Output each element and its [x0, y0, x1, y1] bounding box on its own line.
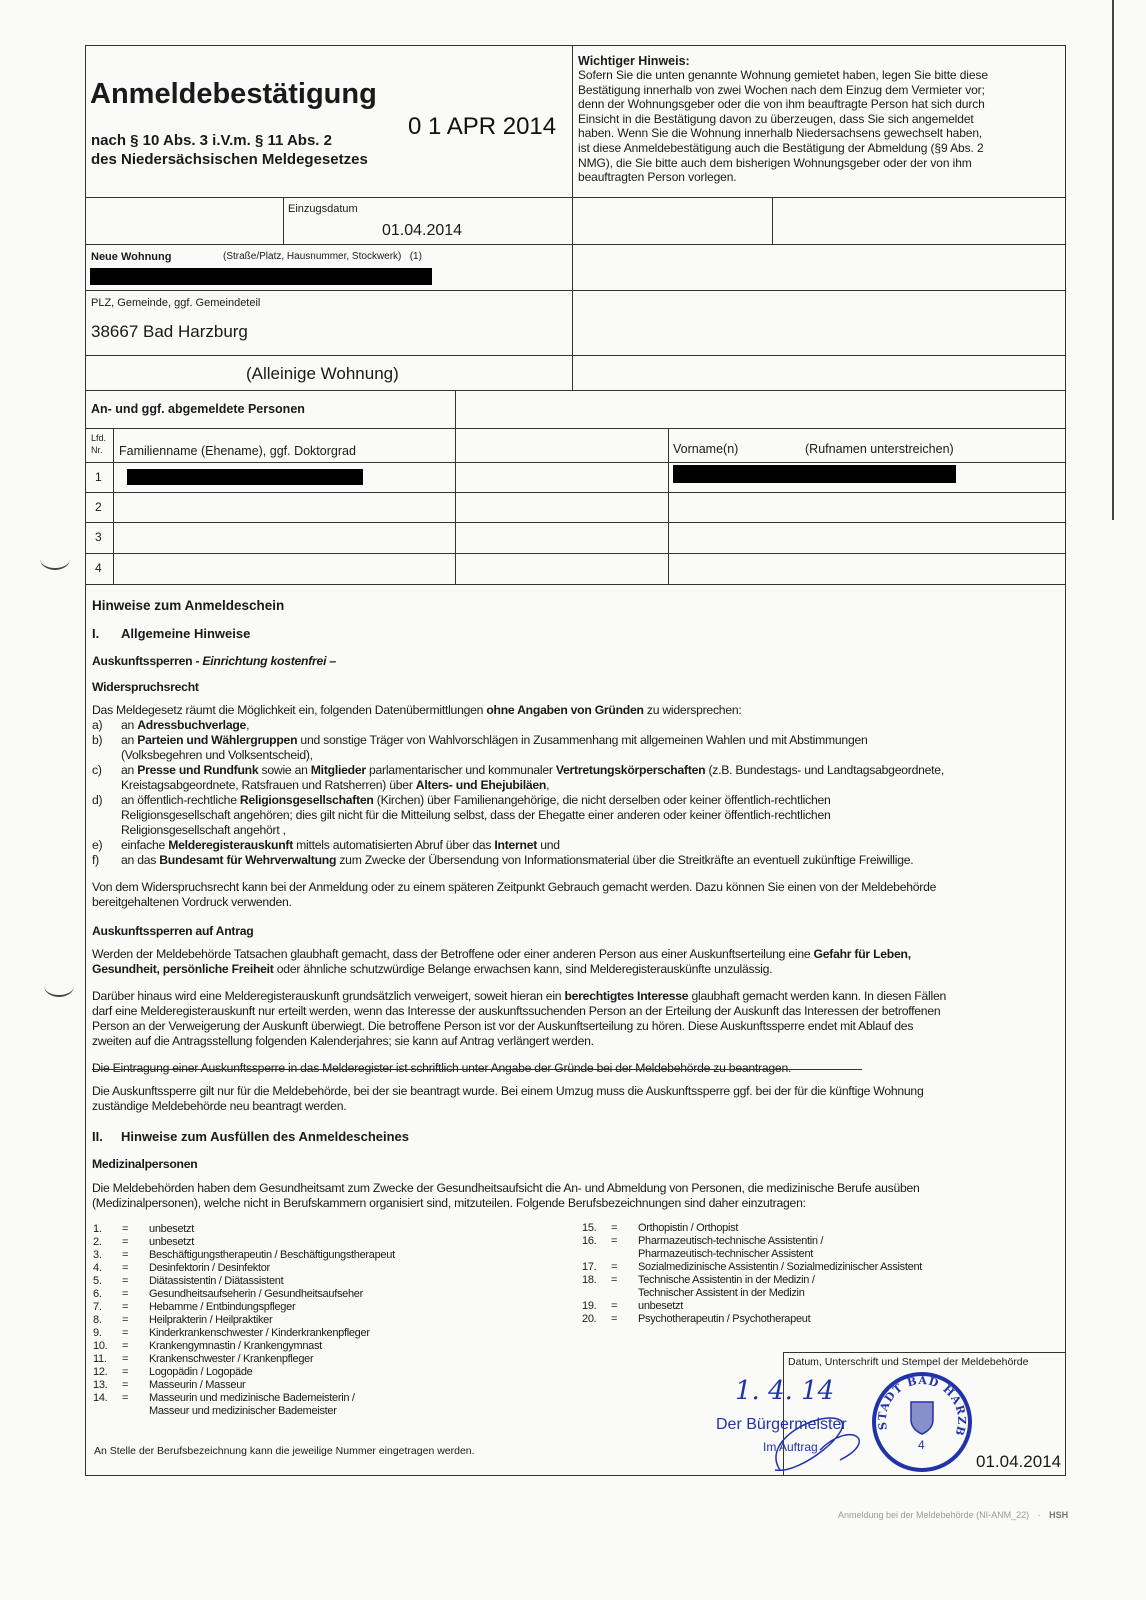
text-line — [92, 853, 1052, 868]
profession-number: 5. — [93, 1275, 102, 1287]
text-line — [92, 748, 1052, 763]
objection-item — [92, 793, 1052, 838]
redacted-address — [90, 268, 432, 285]
text-run: oder ähnliche schutzwürdige Belange erwachsen kann, sind Melderegisterauskünfte unzulässig. — [273, 962, 773, 976]
paragraph-eintragung: Die Eintragung einer Auskunftssperre in das Melderegister ist schriftlich unter Angabe der Gründe bei der Meldebehörde zu beantragen. — [92, 1061, 792, 1075]
punch-hole-mark — [40, 548, 70, 570]
text-line: Sofern Sie die unten genannte Wohnung gemietet haben, legen Sie bitte diese — [578, 68, 988, 82]
profession-label: Masseur und medizinischer Bademeister — [149, 1405, 337, 1417]
text-line — [92, 718, 1052, 733]
row-number: 1 — [95, 470, 102, 484]
text-line: ist diese Anmeldebestätigung auch die Bestätigung der Abmeldung (§9 Abs. 2 — [578, 140, 984, 155]
page-title: Anmeldebestätigung — [90, 78, 377, 110]
objection-item — [92, 718, 1052, 733]
text-run: sowie an — [258, 763, 311, 777]
equals-sign: = — [122, 1301, 129, 1313]
residence-type-field[interactable] — [85, 355, 573, 391]
text-run: Gefahr für Leben, — [813, 947, 911, 961]
person-cell[interactable] — [668, 492, 1066, 523]
person-cell[interactable] — [113, 492, 456, 523]
footer-brand: HSH — [1049, 1510, 1069, 1520]
text-line — [92, 1019, 946, 1034]
text-line — [92, 962, 911, 977]
col-nr-label: Lfd. — [91, 433, 107, 443]
footer-sep: · — [1037, 1510, 1041, 1520]
paragraph-werden — [92, 947, 911, 977]
equals-sign: = — [122, 1288, 129, 1300]
text-line — [92, 733, 1052, 748]
profession-label: Masseurin und medizinische Bademeisterin / — [149, 1392, 355, 1404]
text-run: Kreistagsabgeordnete, Ratsfrauen und Ratsherren) über — [121, 778, 416, 792]
objection-item — [92, 763, 1052, 793]
text-run: Religionsgesellschaft angehört , — [121, 823, 286, 837]
profession-number: 18. — [582, 1274, 597, 1286]
profession-number: 17. — [582, 1261, 597, 1273]
col-header-empty — [455, 428, 669, 463]
text-run: an das — [121, 853, 160, 867]
text-run: , — [246, 718, 250, 732]
profession-number: 10. — [93, 1340, 108, 1352]
profession-label: Psychotherapeutin / Psychotherapeut — [638, 1313, 811, 1325]
profession-label: Orthopistin / Orthopist — [638, 1222, 739, 1234]
text-line: Von dem Widerspruchsrecht kann bei der Anmeldung oder zu einem späteren Zeitpunkt Gebrauch gemacht werden. Dazu können Sie einen von der Meldebehörde — [92, 880, 937, 894]
new-residence-hint: (Straße/Platz, Hausnummer, Stockwerk) (1) — [223, 251, 422, 262]
text-run: Das Meldegesetz räumt die Möglichkeit ein, folgenden Datenübermittlungen — [92, 703, 487, 717]
text-run: Werden der Meldebehörde Tatsachen glaubhaft gemacht, dass der Betroffene oder einer anderen Person aus einer Auskunftserteilung eine — [92, 947, 814, 961]
text-line: Einsicht in die Bestätigung davon zu überzeugen, dass Sie sich angemeldet — [578, 111, 974, 126]
legal-basis-2: des Niedersächsischen Meldegesetzes — [91, 151, 368, 168]
svg-text:STADT BAD HARZBURG: STADT BAD HARZB — [876, 1376, 968, 1438]
profession-label: Pharmazeutisch-technische Assistentin / — [638, 1235, 824, 1247]
notice-text — [578, 68, 1060, 185]
equals-sign: = — [611, 1222, 618, 1234]
objection-item — [92, 838, 1052, 853]
text-run: zu widersprechen: — [643, 703, 742, 717]
plz-field[interactable] — [85, 290, 573, 356]
text-run: Person an der Verweigerung der Auskunft überwiegt. Die betroffene Person ist vor der Auskunftserteilung zu hören. Diese Auskunftssperre endet mit Ablauf des — [92, 1019, 914, 1033]
plz-value: 38667 Bad Harzburg — [91, 322, 248, 341]
equals-sign: = — [122, 1314, 129, 1326]
text-run: Adressbuchverlage — [137, 718, 247, 732]
profession-number: 4. — [93, 1262, 102, 1274]
profession-number: 7. — [93, 1301, 102, 1313]
row-number-cell — [85, 553, 114, 585]
text-run: glaubhaft gemacht werden kann. In diesen Fällen — [688, 989, 946, 1003]
profession-label: Gesundheitsaufseherin / Gesundheitsaufseher — [149, 1288, 363, 1300]
empty-cell — [572, 197, 773, 245]
text-line — [92, 989, 946, 1004]
equals-sign: = — [611, 1261, 618, 1273]
text-run: an — [121, 733, 138, 747]
paragraph-medizinal — [92, 1181, 920, 1211]
person-cell[interactable] — [113, 553, 456, 585]
col-nr-label: Nr. — [91, 445, 103, 455]
profession-label: unbesetzt — [638, 1300, 684, 1312]
equals-sign: = — [611, 1274, 618, 1286]
col-header-surname — [113, 428, 456, 463]
text-run: Parteien und Wählergruppen — [137, 733, 298, 747]
text-run: einfache — [121, 838, 169, 852]
item-key: f) — [92, 853, 99, 867]
form-id: Anmeldung bei der Meldebehörde (NI-ANM_22) — [838, 1510, 1030, 1520]
sub-widerspruchsrecht: Widerspruchsrecht — [92, 680, 199, 694]
text-run: , — [546, 778, 550, 792]
text-run: zum Zwecke der Übersendung von Informationsmaterial über die Streitkräfte an eventuell zukünftige Freiwillige. — [336, 853, 914, 867]
profession-label: unbesetzt — [149, 1236, 195, 1248]
signature-label: Datum, Unterschrift und Stempel der Meldebehörde — [788, 1356, 1029, 1368]
col-firstname-label: Vorname(n) — [673, 442, 739, 456]
profession-label: Krankengymnastin / Krankengymnast — [149, 1340, 322, 1352]
text-run: und sonstige Träger von Wahlvorschlägen in Zusammenhang mit allgemeinen Wahlen und mit Abstimmungen — [297, 733, 868, 747]
sub-auskunftssperren — [92, 654, 336, 669]
paragraph-widerspruch — [92, 880, 936, 910]
profession-label: Beschäftigungstherapeutin / Beschäftigungstherapeut — [149, 1249, 395, 1261]
text-line: (Medizinalpersonen), welche nicht in Berufskammern organisiert sind, mitzuteilen. Folgende Berufsbezeichnungen sind daher einzutragen: — [92, 1196, 806, 1210]
person-cell[interactable] — [455, 553, 669, 585]
objection-item — [92, 853, 1052, 868]
text-line: Bestätigung innerhalb von zwei Wochen nach dem Einzug dem Vermieter vor; — [578, 82, 985, 97]
move-in-value: 01.04.2014 — [382, 222, 463, 239]
equals-sign: = — [122, 1353, 129, 1365]
profession-number: 6. — [93, 1288, 102, 1300]
redacted-surname — [127, 469, 363, 485]
plz-label: PLZ, Gemeinde, ggf. Gemeindeteil — [91, 297, 261, 309]
punch-hole-mark — [44, 975, 74, 997]
intro-paragraph — [92, 703, 742, 718]
col-surname-label: Familienname (Ehename), ggf. Doktorgrad — [119, 444, 356, 458]
persons-header — [85, 390, 456, 429]
text-run: zweiten auf die Antragsstellung folgenden Kalenderjahres; sie kann auf Antrag verlängert werden. — [92, 1034, 594, 1048]
profession-label: Pharmazeutisch-technischer Assistent — [638, 1248, 814, 1260]
text-run: Mitglieder — [310, 763, 366, 777]
profession-label: Technische Assistentin in der Medizin / — [638, 1274, 815, 1286]
text-line: haben. Wenn Sie die Wohnung innerhalb Niedersachsens gewechselt haben, — [578, 126, 983, 141]
move-in-date-field[interactable] — [283, 197, 573, 245]
text-run: darf eine Melderegisterauskunft nur erteilt werden, wenn das Interesse der auskunftssuchenden Person an der Erteilung der Auskunft das Interessen der betroffenen — [92, 1004, 941, 1018]
empty-cell — [572, 244, 1066, 291]
official-seal — [872, 1372, 972, 1472]
equals-sign: = — [122, 1392, 129, 1404]
text-run: und — [537, 838, 560, 852]
text-line — [92, 793, 1052, 808]
text-line: bereitgehaltenen Vordruck verwenden. — [92, 895, 292, 909]
objection-item — [92, 733, 1052, 763]
empty-cell — [85, 197, 284, 245]
equals-sign: = — [122, 1379, 129, 1391]
equals-sign: = — [122, 1327, 129, 1339]
text-line — [92, 763, 1052, 778]
profession-label: Diätassistentin / Diätassistent — [149, 1275, 284, 1287]
notice-box — [572, 45, 1066, 198]
equals-sign: = — [122, 1223, 129, 1235]
text-line — [92, 1004, 946, 1019]
persons-label: An- und ggf. abgemeldete Personen — [91, 402, 305, 416]
equals-sign: = — [611, 1300, 618, 1312]
row-number: 4 — [95, 561, 102, 575]
profession-number: 2. — [93, 1236, 102, 1248]
row-number: 2 — [95, 500, 102, 514]
section-2-number: II. — [92, 1129, 103, 1144]
seal-number: 4 — [918, 1438, 925, 1452]
person-cell[interactable] — [113, 522, 456, 554]
text-line — [92, 947, 911, 962]
equals-sign: = — [611, 1313, 618, 1325]
profession-label: Hebamme / Entbindungspfleger — [149, 1301, 296, 1313]
section-2-title: Hinweise zum Ausfüllen des Anmeldescheines — [121, 1129, 410, 1144]
profession-label: Masseurin / Masseur — [149, 1379, 246, 1391]
text-run: Presse und Rundfunk — [137, 763, 259, 777]
equals-sign: = — [122, 1340, 129, 1352]
text-line: zuständige Meldebehörde neu beantragt werden. — [92, 1099, 347, 1113]
paragraph-gilt — [92, 1084, 923, 1114]
text-line — [92, 808, 1052, 823]
text-run: an — [121, 718, 138, 732]
text-line: beauftragten Person vorlegen. — [578, 170, 737, 185]
signature-date: 01.04.2014 — [976, 1452, 1062, 1471]
profession-number: 1. — [93, 1223, 102, 1235]
on-behalf: Im Auftrag — [763, 1440, 818, 1454]
sub-label-note: - Einrichtung kostenfrei – — [192, 654, 336, 668]
person-cell[interactable] — [455, 522, 669, 554]
section-1-number: I. — [92, 626, 100, 641]
text-line — [92, 778, 1052, 793]
move-in-label: Einzugsdatum — [288, 203, 358, 215]
text-run: Gesundheit, persönliche Freiheit — [92, 962, 274, 976]
equals-sign: = — [122, 1366, 129, 1378]
equals-sign: = — [122, 1236, 129, 1248]
item-key: d) — [92, 793, 103, 807]
item-key: b) — [92, 733, 103, 747]
signature-scribble — [760, 1400, 880, 1480]
paragraph-darueber — [92, 989, 946, 1049]
profession-label: unbesetzt — [149, 1223, 195, 1235]
text-run: Internet — [494, 838, 538, 852]
equals-sign: = — [611, 1235, 618, 1247]
sub-medizinalpersonen: Medizinalpersonen — [92, 1157, 198, 1171]
empty-cell — [572, 355, 1066, 391]
legal-basis: nach § 10 Abs. 3 i.V.m. § 11 Abs. 2 — [91, 132, 332, 149]
col-header-nr — [85, 428, 114, 463]
notice-heading: Wichtiger Hinweis: — [578, 54, 690, 68]
person-cell[interactable] — [668, 522, 1066, 554]
sub-label: Auskunftssperren — [92, 654, 193, 668]
profession-label: Logopädin / Logopäde — [149, 1366, 253, 1378]
footnote: An Stelle der Berufsbezeichnung kann die jeweilige Nummer eingetragen werden. — [94, 1445, 475, 1457]
text-line — [92, 1034, 946, 1049]
row-number-cell — [85, 492, 114, 523]
profession-number: 3. — [93, 1249, 102, 1261]
text-line — [92, 823, 1052, 838]
equals-sign: = — [122, 1262, 129, 1274]
item-key: a) — [92, 718, 103, 732]
text-run: (z.B. Bundestags- und Landtagsabgeordnete, — [705, 763, 944, 777]
info-title: Hinweise zum Anmeldeschein — [92, 598, 285, 613]
text-run: Vertretungskörperschaften — [555, 763, 706, 777]
text-run: (Volksbegehren und Volksentscheid), — [121, 748, 313, 762]
profession-number: 14. — [93, 1392, 108, 1404]
professions-right — [582, 1222, 1042, 1342]
text-run: Religionsgesellschaft angehören; dies gilt nicht für die Mitteilung selbst, dass der Ehegatte einer anderen oder keiner öffentlich-rechtlichen — [121, 808, 831, 822]
redacted-firstname — [673, 465, 956, 483]
received-stamp: 0 1 APR 2014 — [408, 113, 557, 140]
profession-number: 9. — [93, 1327, 102, 1339]
row-number-cell — [85, 522, 114, 554]
profession-label: Desinfektorin / Desinfektor — [149, 1262, 270, 1274]
text-line: NMG), die Sie bitte auch dem bisherigen Wohnungsgeber oder der von ihm — [578, 155, 972, 170]
text-run: Darüber hinaus wird eine Melderegisterauskunft grundsätzlich verweigert, soweit hieran ein — [92, 989, 565, 1003]
seal-graphic — [876, 1376, 968, 1468]
profession-label: Krankenschwester / Krankenpfleger — [149, 1353, 314, 1365]
paper-edge — [1112, 0, 1114, 520]
text-line: Die Auskunftssperre gilt nur für die Meldebehörde, bei der sie beantragt wurde. Bei einem Umzug muss die Auskunftssperre ggf. bei der für die künftige Wohnung — [92, 1084, 924, 1098]
strike-line — [92, 1069, 862, 1070]
text-line — [92, 838, 1052, 853]
row-number: 3 — [95, 530, 102, 544]
mayor-title: Der Bürgermeister — [716, 1416, 847, 1433]
profession-number: 12. — [93, 1366, 108, 1378]
text-run: parlamentarischer und kommunaler — [365, 763, 556, 777]
col-firstname-hint: (Rufnamen unterstreichen) — [805, 442, 954, 456]
text-run: Religionsgesellschaften — [239, 793, 374, 807]
text-run: berechtigtes Interesse — [564, 989, 689, 1003]
profession-label: Heilprakterin / Heilpraktiker — [149, 1314, 273, 1326]
text-line: Die Meldebehörden haben dem Gesundheitsamt zum Zwecke der Gesundheitsaufsicht die An- und Abmeldung von Personen, die medizinische Berufe ausüben — [92, 1181, 920, 1195]
person-cell[interactable] — [668, 553, 1066, 585]
col-header-firstname — [668, 428, 1066, 463]
profession-number: 11. — [93, 1353, 107, 1365]
person-cell[interactable] — [455, 492, 669, 523]
profession-number: 15. — [582, 1222, 597, 1234]
section-1-title: Allgemeine Hinweise — [121, 626, 251, 641]
profession-label: Technischer Assistent in der Medizin — [638, 1287, 805, 1299]
profession-number: 8. — [93, 1314, 102, 1326]
text-line: denn der Wohnungsgeber oder die von ihm beauftragte Person hat sich durch — [578, 97, 985, 112]
text-run: an öffentlich-rechtliche — [121, 793, 240, 807]
text-run: (Kirchen) über Familienangehörige, die nicht derselben oder keiner öffentlich-rechtlichen — [373, 793, 831, 807]
text-run: mittels automatisierten Abruf über das — [293, 838, 495, 852]
equals-sign: = — [122, 1249, 129, 1261]
text-run: an — [121, 763, 138, 777]
objection-list — [92, 718, 1052, 868]
empty-cell — [572, 290, 1066, 356]
profession-number: 16. — [582, 1235, 597, 1247]
new-residence-label: Neue Wohnung — [91, 251, 172, 263]
row-number-cell — [85, 462, 114, 493]
person-cell[interactable] — [455, 462, 669, 493]
text-run: Bundesamt für Wehrverwaltung — [159, 853, 337, 867]
text-run: Alters- und Ehejubiläen — [415, 778, 547, 792]
profession-number: 20. — [582, 1313, 597, 1325]
sub-auskunftssperren-antrag: Auskunftssperren auf Antrag — [92, 924, 254, 938]
text-run: Melderegisterauskunft — [168, 838, 294, 852]
residence-type-value: (Alleinige Wohnung) — [246, 364, 399, 383]
item-key: c) — [92, 763, 102, 777]
empty-cell — [772, 197, 1066, 245]
profession-label: Kinderkrankenschwester / Kinderkrankenpfleger — [149, 1327, 370, 1339]
equals-sign: = — [122, 1275, 129, 1287]
item-key: e) — [92, 838, 103, 852]
footer — [838, 1510, 1068, 1520]
profession-number: 13. — [93, 1379, 108, 1391]
handwritten-date: 1. 4. 14 — [735, 1376, 835, 1406]
professions-left — [93, 1223, 553, 1423]
text-run: ohne Angaben von Gründen — [486, 703, 644, 717]
empty-cell — [455, 390, 1066, 429]
profession-number: 19. — [582, 1300, 597, 1312]
profession-label: Sozialmedizinische Assistentin / Sozialmedizinischer Assistent — [638, 1261, 923, 1273]
